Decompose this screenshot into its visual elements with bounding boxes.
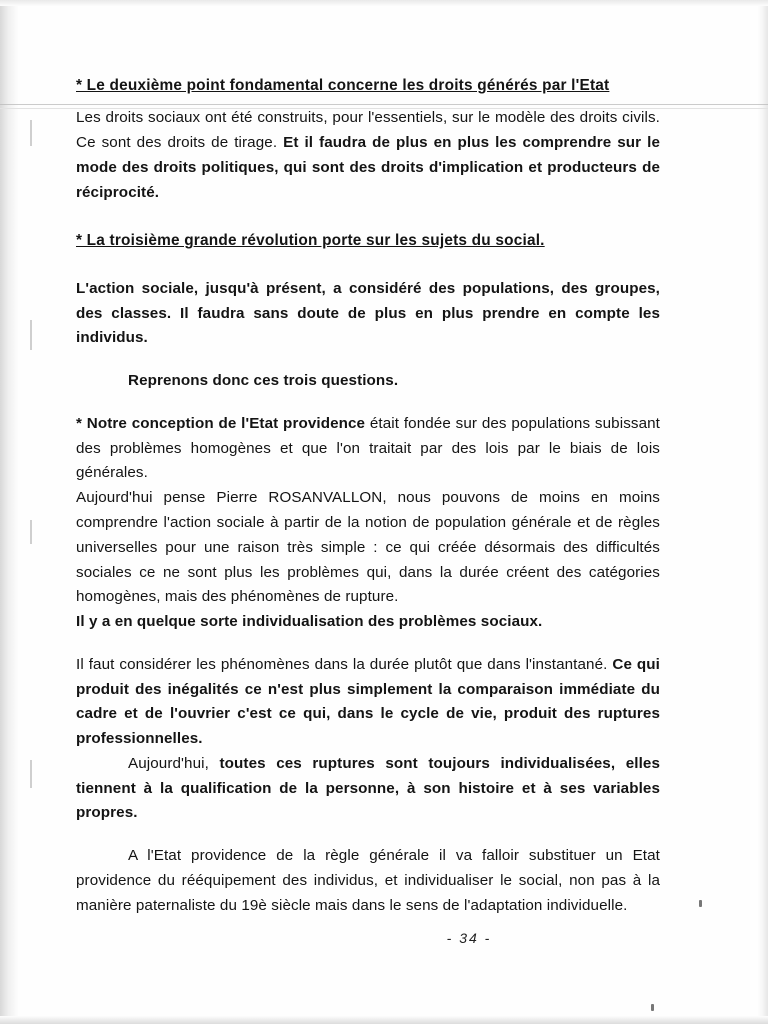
paragraph-reequipement: A l'Etat providence de la règle générale il va falloir substituer un Etat providence du rééquipement des individus, et individualiser le social, non pas à la manière paternaliste du 19è siècle mais dans le sens de l'adaptation individuelle.	[76, 847, 660, 914]
margin-speck	[30, 760, 32, 788]
text-run-bold: Et il faudra de plus en plus les comprendre sur le mode des droits politiques, qui sont des droits d'implication et producteurs de réciprocité.	[76, 134, 661, 201]
paragraph-ruptures-individualisees	[76, 752, 660, 826]
scan-edge-bottom	[0, 1016, 768, 1024]
paragraph-phenomenes-duree	[76, 653, 660, 752]
text-run-bold: * Notre conception de l'Etat providence	[76, 414, 370, 432]
text-run-plain: Il faut considérer les phénomènes dans la durée plutôt que dans l'instantané.	[76, 655, 613, 673]
text-run-bold: Ce qui produit des inégalités ce n'est plus simplement la comparaison immédiate du cadre et de l'ouvrier c'est ce qui, dans le cycle de vie, produit des ruptures professionnelles.	[76, 655, 660, 748]
document-body	[76, 74, 660, 918]
paragraph-reprenons: Reprenons donc ces trois questions.	[128, 372, 399, 390]
paragraph-individualisation: Il y a en quelque sorte individualisation des problèmes sociaux.	[76, 613, 543, 631]
paragraph-droits-sociaux	[76, 106, 660, 205]
text-run-plain: Aujourd'hui,	[128, 754, 220, 772]
text-run-plain: était fondée sur des populations subissant des problèmes homogènes et que l'on traitait par des lois par le biais de lois générales.	[76, 414, 660, 482]
text-run-bold: toutes ces ruptures sont toujours individualisées, elles tiennent à la qualification de la personne, à son histoire et à ses variables propres.	[76, 754, 660, 822]
paragraph-conception-etat-providence	[76, 412, 660, 486]
paragraph-action-sociale: L'action sociale, jusqu'à présent, a considéré des populations, des groupes, des classes. Il faudra sans doute de plus en plus prendre en compte les individus.	[76, 279, 660, 347]
scan-edge-left	[0, 0, 18, 1024]
scan-speck	[651, 1004, 654, 1011]
scan-speck	[699, 900, 702, 907]
scan-edge-right	[758, 0, 768, 1024]
heading-troisieme-revolution: * La troisième grande révolution porte sur les sujets du social.	[76, 232, 545, 250]
page-number-value: - 34 -	[446, 930, 492, 946]
margin-speck	[30, 120, 32, 146]
page-number	[0, 930, 768, 946]
margin-speck	[30, 520, 32, 544]
paragraph-rosanvallon: Aujourd'hui pense Pierre ROSANVALLON, nous pouvons de moins en moins comprendre l'action sociale à partir de la notion de population générale et de règles universelles pour une raison très simple : ce qui créée désormais des difficultés sociales ce ne sont plus les problèmes qui, dans la durée créent des catégories homogènes, mais des phénomènes de rupture.	[76, 489, 660, 606]
scan-edge-top	[0, 0, 768, 6]
heading-deuxieme-point: * Le deuxième point fondamental concerne les droits générés par l'Etat	[76, 77, 610, 94]
text-run-plain: Les droits sociaux ont été construits, pour l'essentiels, sur le modèle des droits civils. Ce sont des droits de tirage.	[76, 109, 660, 152]
margin-speck	[30, 320, 32, 350]
